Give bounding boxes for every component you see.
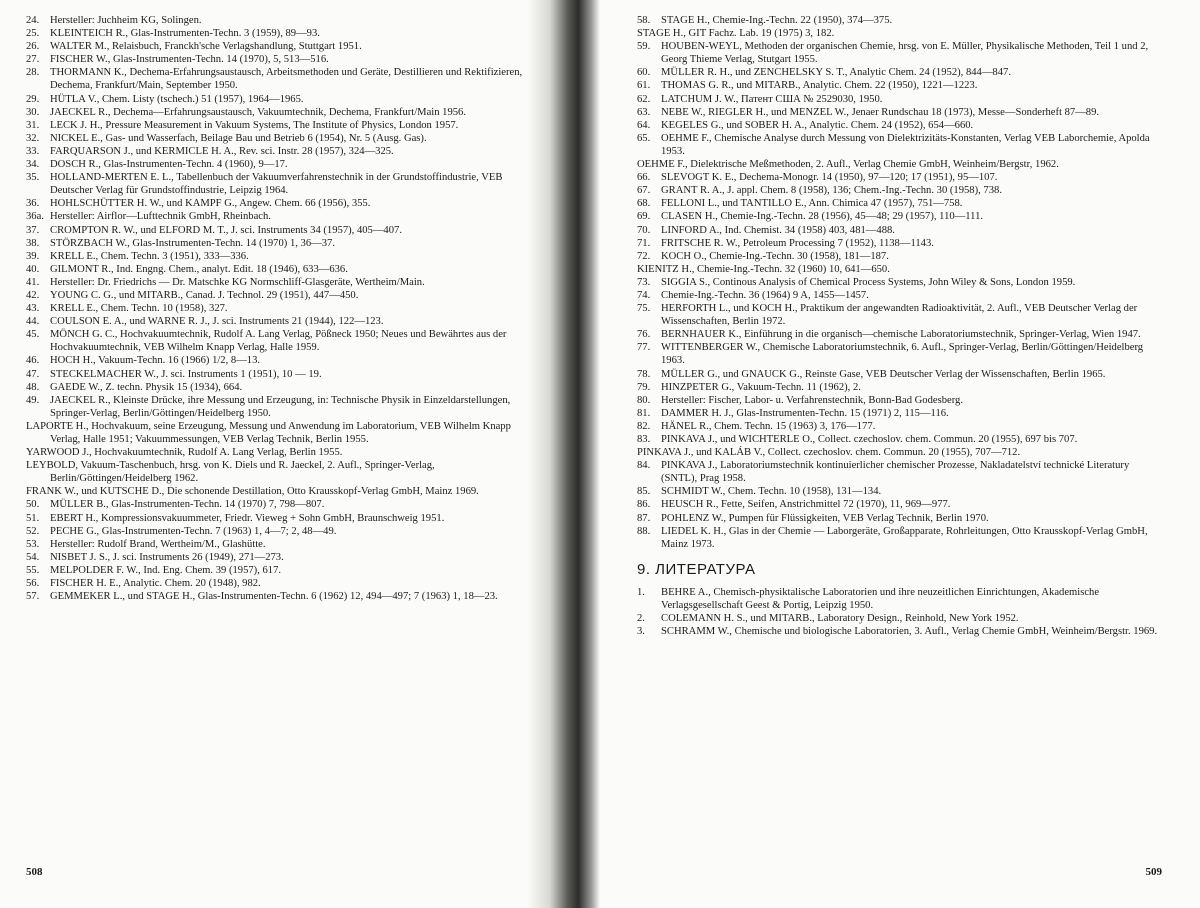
reference-entry: [26, 381, 528, 394]
reference-list-left: [26, 14, 528, 603]
reference-entry: [26, 302, 528, 315]
reference-text: POHLENZ W., Pumpen für Flüssigkeiten, VEB Verlag Technik, Berlin 1970.: [661, 512, 989, 524]
reference-entry: [26, 394, 528, 499]
reference-text: HOUBEN-WEYL, Methoden der organischen Chemie, hrsg. von E. Müller, Physikalische Methoden, Teil 1 und 2, Georg Thieme Verlag, Stutgart 1955.: [661, 41, 1149, 66]
reference-number: 26.: [26, 41, 40, 53]
reference-text: KRELL E., Chem. Techn. 10 (1958), 327.: [50, 303, 228, 315]
reference-number: 60.: [637, 67, 651, 79]
reference-entry: [26, 210, 528, 223]
reference-text: GRANT R. A., J. appl. Chem. 8 (1958), 136; Chem.-Ing.-Techn. 30 (1958), 738.: [661, 185, 1002, 197]
reference-entry: [26, 171, 528, 197]
reference-text: YOUNG C. G., und MITARB., Canad. J. Technol. 29 (1951), 447—450.: [50, 289, 359, 301]
reference-entry: [26, 538, 528, 551]
reference-number: 83.: [637, 434, 651, 445]
reference-number: 74.: [637, 289, 651, 301]
literature-list: [637, 586, 1161, 638]
reference-entry: [637, 237, 1161, 250]
reference-number: 62.: [637, 93, 651, 105]
reference-number: 2.: [637, 613, 645, 625]
right-page: [600, 0, 1200, 908]
reference-continuation: OEHME F., Dielektrische Meßmethoden, 2. Aufl., Verlag Chemie GmbH, Weinheim/Bergstr, 1962.: [637, 159, 1059, 171]
reference-number: 75.: [637, 303, 651, 315]
reference-entry: [637, 328, 1161, 341]
reference-text: PINKAVA J., Laboratoriumstechnik kontinuierlicher chemischer Prozesse, Nakladatelství technické Literatury (SNTL), Prag 1958.: [661, 460, 1130, 485]
reference-number: 36.: [26, 198, 40, 210]
reference-text: DAMMER H. J., Glas-Instrumenten-Techn. 15 (1971) 2, 115—116.: [661, 407, 949, 419]
reference-entry: [26, 315, 528, 328]
reference-entry: [637, 459, 1161, 485]
reference-text: NEBE W., RIEGLER H., und MENZEL W., Jenaer Rundschau 18 (1973), Messe—Sonderheft 87—89.: [661, 106, 1100, 118]
reference-text: HÄNEL R., Chem. Techn. 15 (1963) 3, 176—177.: [661, 420, 876, 432]
reference-text: SIGGIA S., Continous Analysis of Chemical Process Systems, John Wiley & Sons, London 1959.: [661, 276, 1076, 288]
reference-text: PECHE G., Glas-Instrumenten-Techn. 7 (1963) 1, 4—7; 2, 48—49.: [50, 525, 337, 537]
reference-entry: [637, 498, 1161, 511]
section-heading: 9. ЛИТЕРАТУРА: [637, 560, 756, 578]
reference-text: MÜLLER G., und GNAUCK G., Reinste Gase, VEB Deutscher Verlag der Wissenschaften, Berlin 1965.: [661, 368, 1106, 380]
reference-number: 37.: [26, 224, 40, 236]
reference-number: 59.: [637, 41, 651, 53]
left-page: [0, 0, 560, 908]
reference-entry: [26, 498, 528, 511]
reference-number: 56.: [26, 578, 40, 590]
reference-number: 64.: [637, 119, 651, 131]
reference-entry: [637, 381, 1161, 394]
reference-entry: [637, 276, 1161, 289]
reference-entry: [26, 106, 528, 119]
reference-entry: [637, 368, 1161, 381]
reference-continuation: YARWOOD J., Hochvakuumtechnik, Rudolf A. Lang Verlag, Berlin 1955.: [26, 447, 343, 459]
reference-entry: [637, 79, 1161, 92]
reference-continuation: LAPORTE H., Hochvakuum, seine Erzeugung, Messung und Anwendung im Laboratorium, VEB Wilhelm Knapp Verlag, Halle 1951; Vakuummessungen, VEB Verlag Technik, Berlin 1955.: [26, 420, 511, 445]
reference-number: 28.: [26, 67, 40, 79]
reference-entry: [637, 625, 1161, 638]
reference-number: 79.: [637, 381, 651, 393]
reference-entry: [26, 250, 528, 263]
reference-number: 86.: [637, 499, 651, 511]
reference-text: GEMMEKER L., und STAGE H., Glas-Instrumenten-Techn. 6 (1962) 12, 494—497; 7 (1963) 1, 18—23.: [50, 591, 498, 603]
reference-entry: [637, 407, 1161, 420]
reference-number: 52.: [26, 525, 40, 537]
reference-entry: [26, 197, 528, 210]
reference-text: LIEDEL K. H., Glas in der Chemie — Laborgeräte, Großapparate, Rohrleitungen, Otto Krausskopf-Verlag GmbH, Mainz 1973.: [661, 525, 1148, 550]
reference-text: Chemie-Ing.-Techn. 36 (1964) 9 A, 1455—1457.: [661, 289, 869, 301]
reference-text: Hersteller: Airflor—Lufttechnik GmbH, Rheinbach.: [50, 211, 271, 223]
reference-entry: [637, 341, 1161, 367]
reference-number: 1.: [637, 586, 645, 598]
reference-entry: [637, 66, 1161, 79]
reference-entry: [637, 224, 1161, 237]
reference-number: 46.: [26, 355, 40, 367]
reference-text: WALTER M., Relaisbuch, Franckh'sche Verlagshandlung, Stuttgart 1951.: [50, 41, 362, 53]
reference-number: 39.: [26, 250, 40, 262]
reference-number: 43.: [26, 303, 40, 315]
page-number-left: 508: [26, 866, 43, 878]
reference-entry: [26, 40, 528, 53]
reference-entry: [637, 420, 1161, 433]
reference-number: 41.: [26, 276, 40, 288]
reference-text: NICKEL E., Gas- und Wasserfach, Beilage Bau und Betrieb 6 (1954), Nr. 5 (Ausg. Gas).: [50, 132, 427, 144]
reference-entry: [26, 525, 528, 538]
reference-entry: [26, 590, 528, 603]
reference-entry: [26, 93, 528, 106]
reference-entry: [26, 132, 528, 145]
reference-text: HERFORTH L., und KOCH H., Praktikum der angewandten Radioaktivität, 2. Aufl., VEB Deutscher Verlag der Wissenschaften, Berlin 1972.: [661, 303, 1138, 328]
reference-text: HEUSCH R., Fette, Seifen, Anstrichmittel 72 (1970), 11, 969—977.: [661, 499, 951, 511]
reference-text: KOCH O., Chemie-Ing.-Techn. 30 (1958), 181—187.: [661, 250, 889, 262]
reference-text: GILMONT R., Ind. Engng. Chem., analyt. Edit. 18 (1946), 633—636.: [50, 263, 348, 275]
reference-number: 54.: [26, 551, 40, 563]
reference-entry: [637, 612, 1161, 625]
reference-entry: [637, 302, 1161, 328]
reference-text: FRITSCHE R. W., Petroleum Processing 7 (1952), 1138—1143.: [661, 237, 934, 249]
reference-text: LINFORD A., Ind. Chemist. 34 (1958) 403, 481—488.: [661, 224, 895, 236]
reference-entry: [26, 27, 528, 40]
reference-continuation: FRANK W., und KUTSCHE D., Die schonende Destillation, Otto Krausskopf-Verlag GmbH, Mainz 1969.: [26, 486, 479, 498]
reference-text: COLEMANN H. S., und MITARB., Laboratory Design., Reinhold, New York 1952.: [661, 613, 1019, 625]
reference-text: WITTENBERGER W., Chemische Laboratoriumstechnik, 6. Aufl., Springer-Verlag, Berlin/Göttingen/Heidelberg 1963.: [661, 342, 1144, 367]
reference-number: 50.: [26, 499, 40, 511]
reference-entry: [26, 564, 528, 577]
reference-entry: [26, 237, 528, 250]
reference-text: LECK J. H., Pressure Measurement in Vakuum Systems, The Institute of Physics, London 1957.: [50, 119, 459, 131]
reference-text: NISBET J. S., J. sci. Instruments 26 (1949), 271—273.: [50, 551, 284, 563]
reference-number: 66.: [637, 172, 651, 184]
reference-number: 36a.: [26, 211, 44, 223]
reference-entry: [637, 197, 1161, 210]
reference-number: 35.: [26, 172, 40, 184]
reference-number: 65.: [637, 132, 651, 144]
reference-continuation: LEYBOLD, Vakuum-Taschenbuch, hrsg. von K. Diels und R. Jaeckel, 2. Aufl., Springer-Verlag, Berlin/Göttingen/Heidelberg 1962.: [26, 460, 435, 485]
reference-text: OEHME F., Chemische Analyse durch Messung von Dielektrizitäts-Konstanten, Verlag VEB Laborchemie, Apolda 1953.: [661, 132, 1150, 157]
reference-text: GAEDE W., Z. techn. Physik 15 (1934), 664.: [50, 381, 243, 393]
reference-entry: [26, 368, 528, 381]
reference-text: LATCHUM J. W., Патент США № 2529030, 1950.: [661, 93, 883, 105]
page-number-right: 509: [1145, 866, 1162, 878]
reference-number: 63.: [637, 106, 651, 118]
reference-entry: [26, 53, 528, 66]
reference-entry: [637, 119, 1161, 132]
reference-text: HINZPETER G., Vakuum-Techn. 11 (1962), 2.: [661, 381, 861, 393]
reference-text: COULSON E. A., und WARNE R. J., J. sci. Instruments 21 (1944), 122—123.: [50, 316, 384, 328]
reference-continuation: KIENITZ H., Chemie-Ing.-Techn. 32 (1960) 10, 641—650.: [637, 263, 890, 275]
reference-number: 25.: [26, 28, 40, 40]
reference-text: EBERT H., Kompressionsvakuummeter, Friedr. Vieweg + Sohn GmbH, Braunschweig 1951.: [50, 512, 445, 524]
reference-number: 58.: [637, 15, 651, 26]
reference-entry: [26, 577, 528, 590]
reference-text: FISCHER W., Glas-Instrumenten-Techn. 14 (1970), 5, 513—516.: [50, 54, 329, 66]
reference-number: 53.: [26, 538, 40, 550]
reference-number: 85.: [637, 486, 651, 498]
reference-entry: [26, 119, 528, 132]
reference-text: SCHRAMM W., Chemische und biologische Laboratorien, 3. Aufl., Verlag Chemie GmbH, Weinheim/Bergstr. 1969.: [661, 626, 1158, 638]
reference-text: Hersteller: Fischer, Labor- u. Verfahrenstechnik, Bonn-Bad Godesberg.: [661, 394, 963, 406]
reference-number: 88.: [637, 525, 651, 537]
reference-entry: [637, 512, 1161, 525]
reference-entry: [26, 224, 528, 237]
reference-continuation: STAGE H., GIT Fachz. Lab. 19 (1975) 3, 182.: [637, 28, 835, 40]
reference-entry: [637, 184, 1161, 197]
reference-list-right: [637, 14, 1161, 551]
reference-entry: [26, 551, 528, 564]
reference-number: 80.: [637, 394, 651, 406]
reference-number: 70.: [637, 224, 651, 236]
reference-number: 24.: [26, 15, 40, 26]
reference-number: 82.: [637, 420, 651, 432]
reference-number: 77.: [637, 342, 651, 354]
reference-number: 81.: [637, 407, 651, 419]
reference-entry: [637, 485, 1161, 498]
reference-number: 76.: [637, 329, 651, 341]
reference-number: 55.: [26, 564, 40, 576]
reference-number: 38.: [26, 237, 40, 249]
reference-number: 61.: [637, 80, 651, 92]
reference-entry: [637, 250, 1161, 276]
reference-entry: [637, 586, 1161, 612]
reference-entry: [637, 132, 1161, 171]
reference-number: 47.: [26, 368, 40, 380]
reference-text: JAECKEL R., Kleinste Drücke, ihre Messung und Erzeugung, in: Technische Physik in Einzeldarstellungen, Springer-Verlag, Berlin/Göttingen/Heidelberg 1950.: [50, 394, 511, 419]
reference-number: 51.: [26, 512, 40, 524]
reference-text: THORMANN K., Dechema-Erfahrungsaustausch, Arbeitsmethoden und Geräte, Destillieren und Rektifizieren, Dechema, Frankfurt/Main, September 1950.: [50, 67, 523, 92]
reference-number: 78.: [637, 368, 651, 380]
reference-number: 33.: [26, 145, 40, 157]
reference-text: BEHRE A., Chemisch-physiktalische Laboratorien und ihre neuzeitlichen Einrichtungen, Akademische Verlagsgesellschaft Geest & Portig, Leipzig 1950.: [661, 586, 1100, 611]
book-gutter: [528, 0, 600, 908]
reference-text: FISCHER H. E., Analytic. Chem. 20 (1948), 982.: [50, 578, 261, 590]
reference-text: KLEINTEICH R., Glas-Instrumenten-Techn. 3 (1959), 89—93.: [50, 28, 320, 40]
reference-text: CROMPTON R. W., und ELFORD M. T., J. sci. Instruments 34 (1957), 405—407.: [50, 224, 402, 236]
reference-text: HOCH H., Vakuum-Techn. 16 (1966) 1/2, 8—13.: [50, 355, 261, 367]
reference-entry: [637, 106, 1161, 119]
reference-entry: [637, 171, 1161, 184]
reference-text: MÜLLER B., Glas-Instrumenten-Techn. 14 (1970) 7, 798—807.: [50, 499, 325, 511]
reference-text: FELLONI L., und TANTILLO E., Ann. Chimica 47 (1957), 751—758.: [661, 198, 963, 210]
reference-number: 48.: [26, 381, 40, 393]
reference-number: 69.: [637, 211, 651, 223]
reference-text: THOMAS G. R., und MITARB., Analytic. Chem. 22 (1950), 1221—1223.: [661, 80, 978, 92]
reference-entry: [637, 40, 1161, 66]
reference-text: PINKAVA J., und WICHTERLE O., Collect. czechoslov. chem. Commun. 20 (1955), 697 bis 707.: [661, 434, 1078, 445]
reference-entry: [26, 354, 528, 367]
reference-number: 57.: [26, 591, 40, 603]
reference-text: MÖNCH G. C., Hochvakuumtechnik, Rudolf A. Lang Verlag, Pößneck 1950; Neues und Bewährtes aus der Hochvakuumtechnik, VEB Wilhelm Knapp Verlag, Halle 1959.: [50, 329, 507, 354]
reference-entry: [637, 525, 1161, 551]
reference-continuation: PINKAVA J., und KALÁB V., Collect. czechoslov. chem. Commun. 20 (1955), 707—712.: [637, 447, 1021, 459]
reference-number: 72.: [637, 250, 651, 262]
reference-text: STAGE H., Chemie-Ing.-Techn. 22 (1950), 374—375.: [661, 15, 893, 26]
reference-number: 68.: [637, 198, 651, 210]
reference-entry: [637, 14, 1161, 40]
reference-number: 29.: [26, 93, 40, 105]
reference-entry: [26, 14, 528, 27]
reference-text: MELPOLDER F. W., Ind. Eng. Chem. 39 (1957), 617.: [50, 564, 282, 576]
reference-entry: [26, 66, 528, 92]
reference-number: 67.: [637, 185, 651, 197]
reference-text: SCHMIDT W., Chem. Techn. 10 (1958), 131—134.: [661, 486, 882, 498]
reference-entry: [26, 276, 528, 289]
reference-entry: [637, 289, 1161, 302]
reference-text: KEGELES G., und SOBER H. A., Analytic. Chem. 24 (1952), 654—660.: [661, 119, 974, 131]
reference-entry: [26, 512, 528, 525]
reference-text: HÜTLA V., Chem. Listy (tschech.) 51 (1957), 1964—1965.: [50, 93, 304, 105]
reference-text: HOHLSCHÜTTER H. W., und KAMPF G., Angew. Chem. 66 (1956), 355.: [50, 198, 371, 210]
reference-entry: [26, 328, 528, 354]
reference-number: 71.: [637, 237, 651, 249]
reference-text: STECKELMACHER W., J. sci. Instruments 1 (1951), 10 — 19.: [50, 368, 322, 380]
reference-number: 42.: [26, 289, 40, 301]
reference-entry: [637, 433, 1161, 459]
reference-text: FARQUARSON J., und KERMICLE H. A., Rev. sci. Instr. 28 (1957), 324—325.: [50, 145, 394, 157]
reference-entry: [26, 145, 528, 158]
reference-entry: [637, 210, 1161, 223]
reference-number: 40.: [26, 263, 40, 275]
reference-text: DOSCH R., Glas-Instrumenten-Techn. 4 (1960), 9—17.: [50, 159, 288, 171]
reference-number: 3.: [637, 626, 645, 638]
reference-number: 32.: [26, 132, 40, 144]
reference-text: STÖRZBACH W., Glas-Instrumenten-Techn. 14 (1970) 1, 36—37.: [50, 237, 335, 249]
reference-text: Hersteller: Dr. Friedrichs — Dr. Matschke KG Normschliff-Glasgeräte, Wertheim/Main.: [50, 276, 425, 288]
reference-number: 30.: [26, 106, 40, 118]
reference-number: 27.: [26, 54, 40, 66]
reference-text: BERNHAUER K., Einführung in die organisch—chemische Laboratoriumstechnik, Springer-Verlag, Wien 1947.: [661, 329, 1141, 341]
reference-text: CLASEN H., Chemie-Ing.-Techn. 28 (1956), 45—48; 29 (1957), 110—111.: [661, 211, 984, 223]
reference-text: KRELL E., Chem. Techn. 3 (1951), 333—336.: [50, 250, 249, 262]
reference-number: 45.: [26, 329, 40, 341]
reference-entry: [637, 394, 1161, 407]
reference-number: 44.: [26, 316, 40, 328]
reference-text: MÜLLER R. H., und ZENCHELSKY S. T., Analytic Chem. 24 (1952), 844—847.: [661, 67, 1011, 79]
reference-number: 31.: [26, 119, 40, 131]
reference-entry: [26, 263, 528, 276]
reference-text: SLEVOGT K. E., Dechema-Monogr. 14 (1950), 97—120; 17 (1951), 95—107.: [661, 172, 998, 184]
reference-text: HOLLAND-MERTEN E. L., Tabellenbuch der Vakuumverfahrenstechnik in der Grundstoffindustrie, VEB Deutscher Verlag für Grundstoffindustrie, Leipzig 1964.: [50, 172, 503, 197]
reference-entry: [26, 158, 528, 171]
reference-text: Hersteller: Rudolf Brand, Wertheim/M., Glashütte.: [50, 538, 266, 550]
reference-entry: [26, 289, 528, 302]
reference-number: 73.: [637, 276, 651, 288]
reference-number: 87.: [637, 512, 651, 524]
reference-text: Hersteller: Juchheim KG, Solingen.: [50, 15, 202, 26]
reference-number: 34.: [26, 159, 40, 171]
right-column: [637, 14, 1161, 638]
reference-number: 84.: [637, 460, 651, 472]
reference-text: JAECKEL R., Dechema—Erfahrungsaustausch, Vakuumtechnik, Dechema, Frankfurt/Main 1956.: [50, 106, 466, 118]
reference-entry: [637, 93, 1161, 106]
reference-number: 49.: [26, 394, 40, 406]
